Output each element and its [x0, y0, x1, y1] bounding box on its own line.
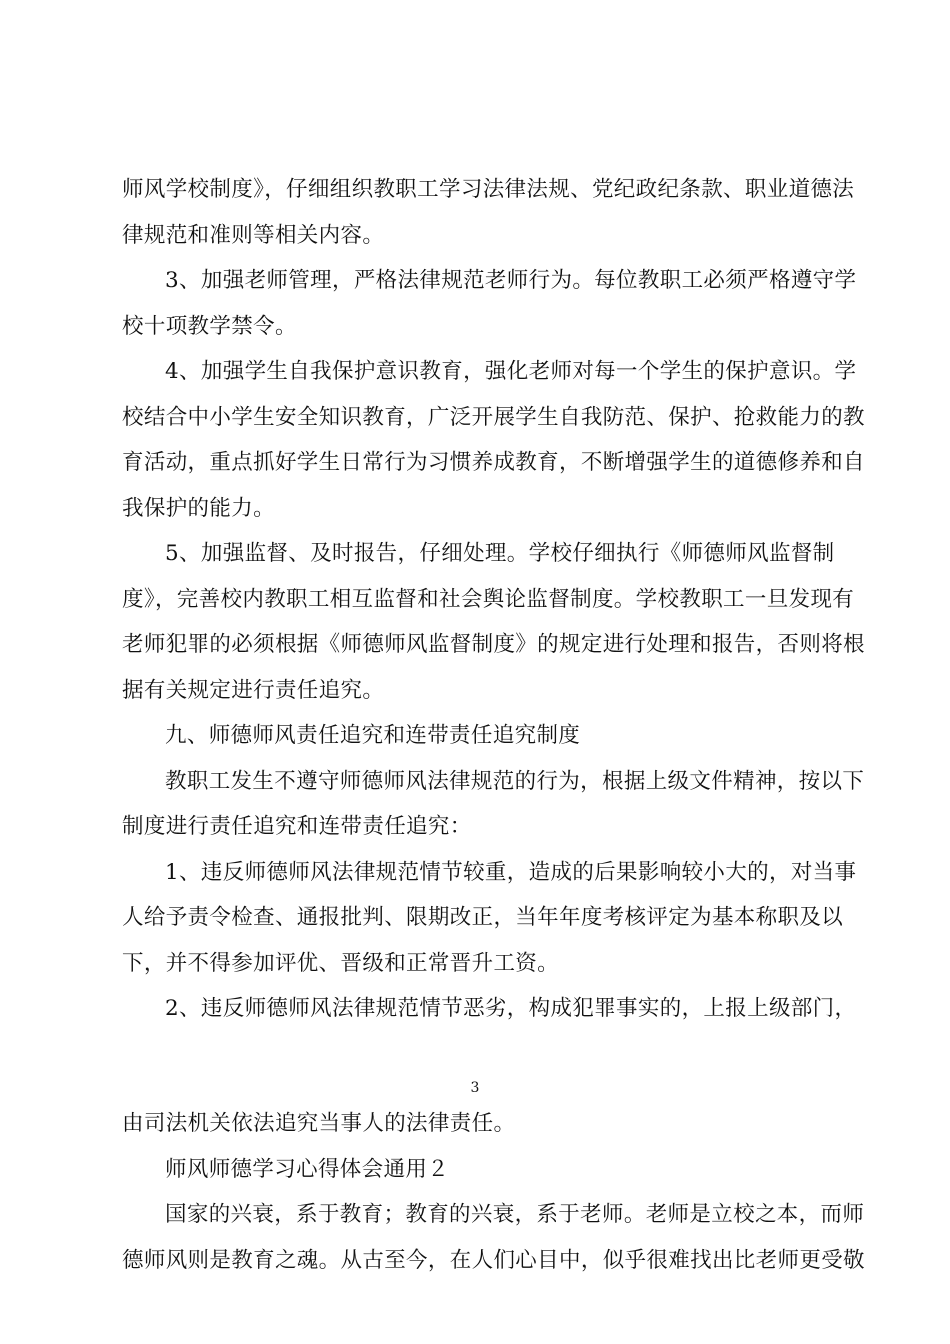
paragraph-1-start: 1、违反师德师风法律规范情节较重，造成的后果影响较小大的，对当事	[165, 860, 857, 885]
text-line: 下，并不得参加评优、晋级和正常晋升工资。	[122, 951, 560, 976]
paragraph-start: 教职工发生不遵守师德师风法律规范的行为，根据上级文件精神，按以下	[165, 769, 865, 794]
page-number: 3	[470, 1080, 480, 1096]
text-line: 由司法机关依法追究当事人的法律责任。	[122, 1111, 516, 1136]
paragraph-start: 国家的兴衰，系于教育；教育的兴衰，系于老师。老师是立校之本，而师	[165, 1202, 865, 1227]
text-line: 我保护的能力。	[122, 496, 275, 521]
paragraph-5-start: 5、加强监督、及时报告，仔细处理。学校仔细执行《师德师风监督制	[165, 541, 835, 566]
text-line: 德师风则是教育之魂。从古至今，在人们心目中，似乎很难找出比老师更受敬	[122, 1248, 865, 1273]
text-line: 据有关规定进行责任追究。	[122, 678, 385, 703]
text-line: 律规范和准则等相关内容。	[122, 223, 385, 248]
article-title: 师风师德学习心得体会通用２	[165, 1157, 450, 1182]
paragraph-2-start: 2、违反师德师风法律规范情节恶劣，构成犯罪事实的，上报上级部门，	[165, 996, 857, 1021]
text-line: 育活动，重点抓好学生日常行为习惯养成教育，不断增强学生的道德修养和自	[122, 450, 865, 475]
text-line: 师风学校制度》，仔细组织教职工学习法律法规、党纪政纪条款、职业道德法	[122, 177, 855, 202]
section-heading: 九、师德师风责任追究和连带责任追究制度	[165, 723, 581, 748]
text-line: 度》，完善校内教职工相互监督和社会舆论监督制度。学校教职工一旦发现有	[122, 587, 855, 612]
text-line: 老师犯罪的必须根据《师德师风监督制度》的规定进行处理和报告，否则将根	[122, 632, 865, 657]
text-line: 人给予责令检查、通报批判、限期改正，当年年度考核评定为基本称职及以	[122, 905, 844, 930]
text-line: 制度进行责任追究和连带责任追究：	[122, 814, 472, 839]
paragraph-3-start: 3、加强老师管理，严格法律规范老师行为。每位教职工必须严格遵守学	[165, 268, 857, 293]
text-line: 校结合中小学生安全知识教育，广泛开展学生自我防范、保护、抢救能力的教	[122, 405, 865, 430]
text-line: 校十项教学禁令。	[122, 314, 297, 339]
paragraph-4-start: 4、加强学生自我保护意识教育，强化老师对每一个学生的保护意识。学	[165, 359, 857, 384]
